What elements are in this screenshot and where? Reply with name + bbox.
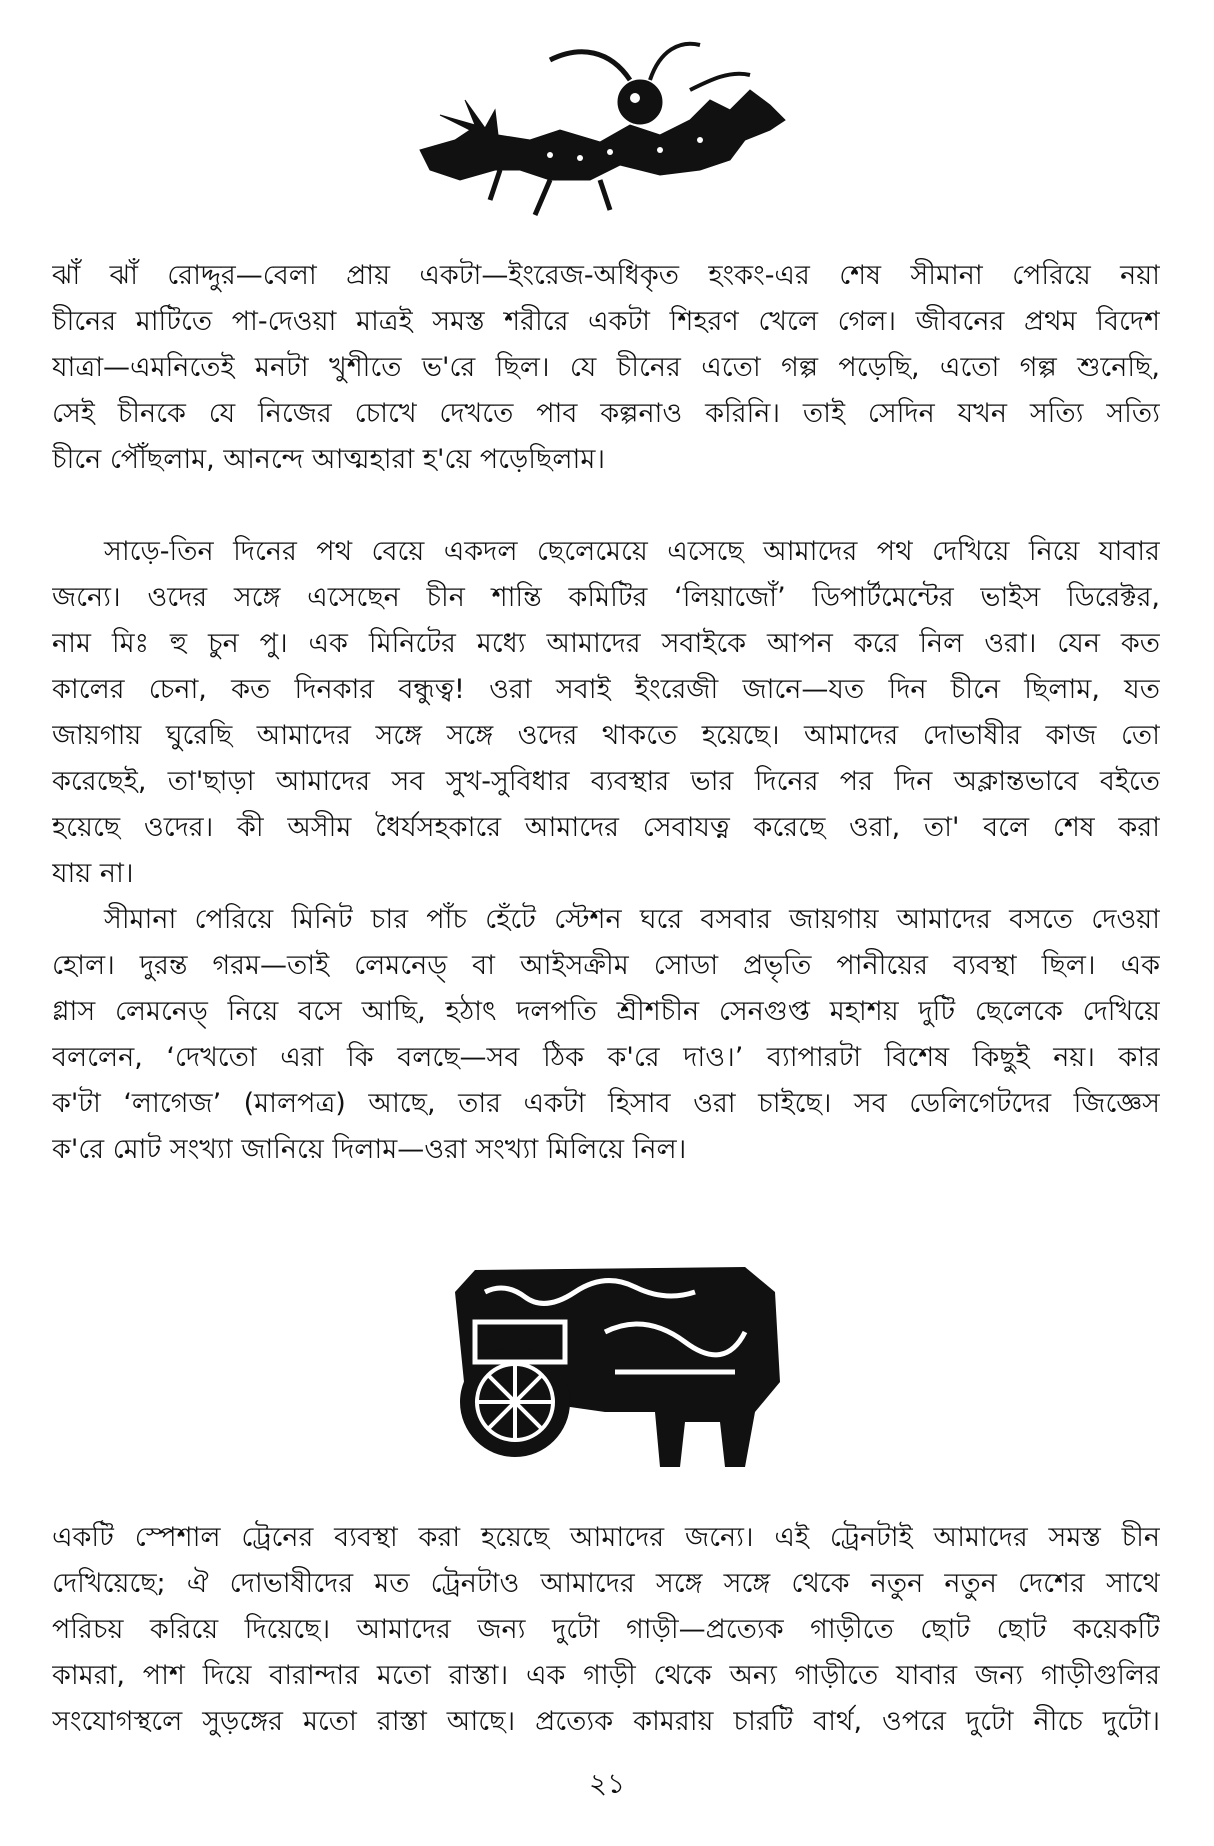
text-line: ক'রে মোট সংখ্যা জানিয়ে দিলাম—ওরা সংখ্যা মিলিয়ে নিল। [52,1134,687,1165]
text-line: কালের চেনা, কত দিনকার বন্ধুত্ব! ওরা সবাই ইংরেজী জানে—যত দিন চীনে ছিলাম, যত [52,674,1160,705]
paragraph-4 [52,1515,1160,1745]
paragraph-1 [52,253,1160,483]
text-line: সীমানা পেরিয়ে মিনিট চার পাঁচ হেঁটে স্টেশন ঘরে বসবার জায়গায় আমাদের বসতে দেওয়া [104,904,1160,935]
text-line: একটি স্পেশাল ট্রেনের ব্যবস্থা করা হয়েছে আমাদের জন্যে। এই ট্রেনটাই আমাদের সমস্ত চীন [52,1522,1160,1553]
text-line: পরিচয় করিয়ে দিয়েছে। আমাদের জন্য দুটো গাড়ী—প্রত্যেক গাড়ীতে ছোট ছোট কয়েকটি [52,1614,1160,1645]
text-line: নাম মিঃ হু চুন পু। এক মিনিটের মধ্যে আমাদের সবাইকে আপন করে নিল ওরা। যেন কত [52,628,1160,659]
text-line: সেই চীনকে যে নিজের চোখে দেখতে পাব কল্পনাও করিনি। তাই সেদিন যখন সত্যি সত্যি [52,398,1160,429]
text-line: হয়েছে ওদের। কী অসীম ধৈর্যসহকারে আমাদের সেবাযত্ন করেছে ওরা, তা' বলে শেষ করা [52,812,1160,843]
text-line: সাড়ে-তিন দিনের পথ বেয়ে একদল ছেলেমেয়ে এসেছে আমাদের পথ দেখিয়ে নিয়ে যাবার [104,536,1160,567]
text-line: করেছেই, তা'ছাড়া আমাদের সব সুখ-সুবিধার ব্যবস্থার ভার দিনের পর দিন অক্লান্তভাবে বইতে [52,766,1160,797]
text-line: চীনের মাটিতে পা-দেওয়া মাত্রই সমস্ত শরীরে একটা শিহরণ খেলে গেল। জীবনের প্রথম বিদেশ [52,306,1160,337]
text-line: কামরা, পাশ দিয়ে বারান্দার মতো রাস্তা। এক গাড়ী থেকে অন্য গাড়ীতে যাবার জন্য গাড়ীগুলির [52,1660,1160,1691]
text-line: যাত্রা—এমনিতেই মনটা খুশীতে ভ'রে ছিল। যে চীনের এতো গল্প পড়েছি, এতো গল্প শুনেছি, [52,352,1160,383]
text-line: জায়গায় ঘুরেছি আমাদের সঙ্গে সঙ্গে ওদের থাকতে হয়েছে। আমাদের দোভাষীর কাজ তো [52,720,1160,751]
text-line: বললেন, ‘দেখতো এরা কি বলছে—সব ঠিক ক'রে দাও।’ ব্যাপারটা বিশেষ কিছুই নয়। কার [52,1042,1160,1073]
dragon-illustration [400,30,820,225]
text-line: দেখিয়েছে; ঐ দোভাষীদের মত ট্রেনটাও আমাদের সঙ্গে সঙ্গে থেকে নতুন নতুন দেশের সাথে [52,1568,1160,1599]
bullock-cart-illustration [445,1262,790,1472]
page-number: ২১ [588,1767,626,1800]
text-line: ক'টা ‘লাগেজ’ (মালপত্র) আছে, তার একটা হিসাব ওরা চাইছে। সব ডেলিগেটদের জিজ্ঞেস [52,1088,1160,1119]
text-line: হোল। দুরন্ত গরম—তাই লেমনেড্ বা আইসক্রীম সোডা প্রভৃতি পানীয়ের ব্যবস্থা ছিল। এক [52,950,1160,981]
text-line: যায় না। [52,858,134,889]
text-line: চীনে পৌঁছলাম, আনন্দে আত্মহারা হ'য়ে পড়েছিলাম। [52,444,605,475]
text-line: গ্লাস লেমনেড্ নিয়ে বসে আছি, হঠাৎ দলপতি শ্রীশচীন সেনগুপ্ত মহাশয় দুটি ছেলেকে দেখিয়ে [52,996,1160,1027]
text-line: সংযোগস্থলে সুড়ঙ্গের মতো রাস্তা আছে। প্রত্যেক কামরায় চারটি বার্থ, ওপরে দুটো নীচে দুটো। [52,1706,1160,1737]
paragraph-3 [52,897,1160,1173]
text-line: জন্যে। ওদের সঙ্গে এসেছেন চীন শান্তি কমিটির ‘লিয়াজোঁ’ ডিপার্টমেন্টের ভাইস ডিরেক্টর, [52,582,1160,613]
paragraph-2 [52,529,1160,897]
text-line: ঝাঁ ঝাঁ রোদ্দুর—বেলা প্রায় একটা—ইংরেজ-অধিকৃত হংকং-এর শেষ সীমানা পেরিয়ে নয়া [52,260,1160,291]
